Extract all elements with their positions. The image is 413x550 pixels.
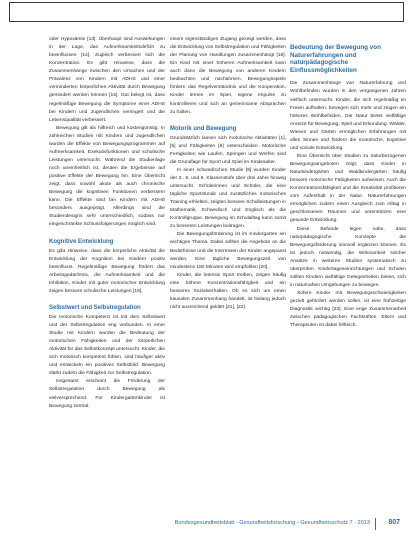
journal-citation: Bundesgesundheitsblatt - Gesundheitsforschung - Gesundheitsschutz 7 · 2013 [174,520,370,526]
paragraph: In einer schwedischen Studie [9] wurden Kinder der 2., 5. und 8. Klassenstufe über drei Jahre hinweg untersucht. Schülerinnen und Schüler, die eine tägliche Sportstunde und zusätzliches motorisches Training erhielten, zeigten bessere Schulleistungen in Mathematik, Schwedisch und Englisch als die Kontrollgruppe. Bewegung im Schulalltag kann somit zu besseren Leistungen beitragen. [170,167,286,230]
paragraph: Die motorische Kompetenz ist mit dem Selbstwert und der Selbstregulation eng verbunden. In einer Studie mit Kindern wurden die Bedeutung der motorischen Fähigkeiten und der körperlichen Aktivität für das Selbstkonzept untersucht. Kinder, die sich motorisch kompetent fühlen, sind häufiger aktiv und entwickeln ein positives Selbstbild. Bewegung stärkt zudem die Fähigkeit zur Selbstregulation. [49,314,165,377]
paragraph: Diese Befunde legen nahe, dass naturpädagogische Konzepte die Bewegungsförderung sinnvoll ergänzen können. Es ist jedoch notwendig, die Wirksamkeit solcher Ansätze in weiteren Studien systematisch zu überprüfen. Kindertageseinrichtungen und Schulen sollten Kindern vielfältige Gelegenheiten bieten, sich in naturnahen Umgebungen zu bewegen. [290,226,406,288]
section-heading: Selbstwert und Selbstregulation [49,304,141,311]
section-heading: Kognitive Entwicklung [49,238,114,245]
text-column-middle [170,36,286,312]
page-number: 807 [388,519,400,526]
section-heading: Motorik und Bewegung [170,125,237,132]
section-heading: Bedeutung der Bewegung von Naturerfahrungen und naturpädagogische Einflussmöglichkeiten [290,44,381,74]
paragraph: Eine Übersicht über Studien zu naturbezogenen Bewegungsangeboten zeigt, dass Kinder in Naturkindergärten und Waldkindergärten häufig bessere motorische Fähigkeiten aufweisen. Auch die Konzentrationsfähigkeit und die Kreativität profitieren vom Aufenthalt in der Natur. Naturerfahrungen ermöglichen zudem einen Ausgleich zum Alltag in geschlossenen Räumen und unterstützen eine gesunde Entwicklung. [290,153,406,224]
paragraph: Es gibt Hinweise, dass die körperliche Aktivität die Entwicklung der Kognition bei Kindern positiv beeinflusst. Regelmäßige Bewegung fördert das Arbeitsgedächtnis, die Aufmerksamkeit und die Inhibition. Kinder mit guter motorischer Entwicklung zeigen bessere schulische Leistungen [19]. [49,248,165,294]
paragraph: Insgesamt erscheint die Förderung der Selbstregulation durch Bewegung als vielversprechend. Für Kindergartenkinder ist Bewegung zentral. [49,379,165,409]
paragraph: Die Bewegungsförderung ist im Kindergarten ein wichtiges Thema. Dabei sollten die Angebote an die Bedürfnisse und die Interessen der Kinder angepasst werden. Eine tägliche Bewegungszeit von mindestens 180 Minuten wird empfohlen [20]. [170,232,286,270]
text-column-left [49,36,165,411]
paragraph: Bewegung gilt als hilfreich und kostengünstig. In zahlreichen Studien mit Kindern und Jugendlichen wurden die Effekte von Bewegungsprogrammen auf Aufmerksamkeit, Exekutivfunktionen und schulische Leistungen untersucht. Während die Studienlage noch uneinheitlich ist, deuten die Ergebnisse auf positive Effekte der Bewegung hin. Eine Übersicht zeigt, dass sowohl akute als auch chronische Bewegung die kognitiven Funktionen verbessern kann. Die Effekte sind bei Kindern mit ADHS besonders ausgeprägt. Allerdings sind die Studiendesigns sehr unterschiedlich, sodass nur eingeschränkte Schlussfolgerungen möglich sind. [49,125,165,228]
paragraph: oder Hypoxämie [13]. Überhaupt sind Auswirkungen in der Lage, das Aufmerksamkeitsdefizit zu beeinflussen [14]. Zugleich verbessert sich die Konzentration. Es gibt Hinweise, dass die Zusammenhänge zwischen den Ursachen und der Prävalenz von Kindern mit ADHS und einer verminderten körperlichen Aktivität durch Bewegung gemindert werden können [15]. Gut belegt ist, dass regelmäßige Bewegung die Symptome einer ADHS bei Kindern und Jugendlichen verringert und die Lebensqualität verbessert. [49,37,165,123]
paragraph: Sofern Kinder mit Bewegungsschwierigkeiten gezielt gefördert werden sollen, ist eine frühzeitige Diagnostik wichtig [23]. Eine enge Zusammenarbeit zwischen pädagogischen Fachkräften, Eltern und Therapeuten ist dabei hilfreich. [290,291,406,329]
paragraph: Grundsätzlich lassen sich motorische Aktivitäten [1], [5] und Fähigkeiten [8] unterscheiden. Motorische Fertigkeiten wie Laufen, Springen und Werfen sind die Grundlage für Sport und Spiel im Kindesalter. [170,135,286,165]
page-footer [174,517,406,531]
paragraph: Die Zusammenhänge von Naturerfahrung und Wohlbefinden wurden in den vergangenen Jahren vielfach untersucht. Kinder, die sich regelmäßig im Freien aufhalten, bewegen sich mehr und zeigen ein höheres Wohlbefinden. Die Natur bietet vielfältige Anreize für Bewegung, Spiel und Erkundung. Wälder, Wiesen und Gärten ermöglichen Erfahrungen mit allen Sinnen und fördern die motorische, kognitive und soziale Entwicklung. [290,81,406,151]
paragraph: einem eigenständigen Zugang gezeigt werden, dass die Entwicklung von Selbstregulation und Fähigkeiten der Planung von Handlungen zusammenhängt [18]. Ein Kind mit einer höheren Aufmerksamkeit kann auch dann die Bewegung von anderen Kindern beobachten und nachahmen. Bewegungsspiele fördern das Regelverständnis und die Kooperation. Kinder lernen im Spiel, eigene Impulse zu kontrollieren und sich an gemeinsame Absprachen zu halten. [170,37,286,115]
text-column-right [290,36,406,330]
paragraph: Kinder, die intensiv Sport treiben, zeigen häufig eine höhere Konzentrationsfähigkeit und ein besseres Sozialverhalten. Ob es sich um einen kausalen Zusammenhang handelt, ist bislang jedoch nicht ausreichend geklärt [21], [22]. [170,272,286,310]
footer-divider [375,518,376,530]
header-frame [9,2,404,22]
